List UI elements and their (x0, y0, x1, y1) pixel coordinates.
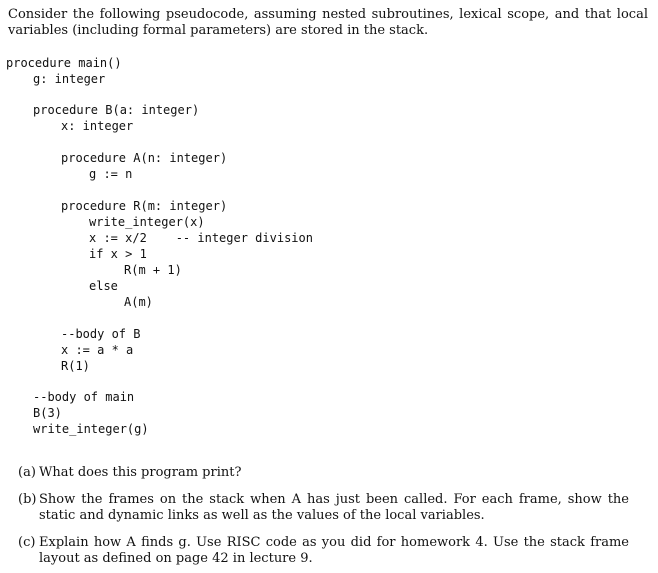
code-line-call-b3: B(3) (33, 406, 62, 420)
code-line-procedure-a: procedure A(n: integer) (61, 151, 228, 165)
question-c (18, 535, 633, 567)
intro-paragraph: Consider the following pseudocode, assuming nested subroutines, lexical scope, and that local variables (including formal parameters) are stored in the stack. (8, 7, 648, 38)
code-line-call-r: R(m + 1) (124, 263, 182, 277)
code-line-call-r1: R(1) (61, 359, 90, 373)
question-a (18, 465, 633, 481)
code-line-procedure-r: procedure R(m: integer) (61, 199, 228, 213)
code-line-g-declaration: g: integer (33, 72, 106, 86)
code-line-if: if x > 1 (89, 247, 147, 261)
question-text: Show the frames on the stack when A has just been called. For each frame, show the static and dynamic links as well as the values of the local variables. (39, 492, 629, 523)
question-label: (b) (18, 492, 37, 507)
question-text: Explain how A finds g. Use RISC code as you did for homework 4. Use the stack frame layout as defined on page 42 in lecture 9. (39, 535, 629, 566)
code-line-body-of-main-comment: --body of main (33, 390, 135, 404)
code-line-x-square: x := a * a (61, 343, 134, 357)
code-line-write-g: write_integer(g) (33, 422, 149, 436)
question-b (18, 492, 633, 524)
code-line-procedure-b: procedure B(a: integer) (33, 103, 200, 117)
code-line-call-a: A(m) (124, 295, 153, 309)
code-line-g-assign: g := n (89, 167, 133, 181)
code-line-write-x: write_integer(x) (89, 215, 205, 229)
question-text: What does this program print? (39, 465, 242, 480)
code-line-procedure-main: procedure main() (6, 56, 122, 70)
question-label: (c) (18, 535, 36, 550)
code-line-x-halve: x := x/2 -- integer division (89, 231, 313, 245)
question-label: (a) (18, 465, 36, 480)
code-line-else: else (89, 279, 118, 293)
code-line-body-of-b-comment: --body of B (61, 327, 141, 341)
code-line-x-declaration: x: integer (61, 119, 134, 133)
